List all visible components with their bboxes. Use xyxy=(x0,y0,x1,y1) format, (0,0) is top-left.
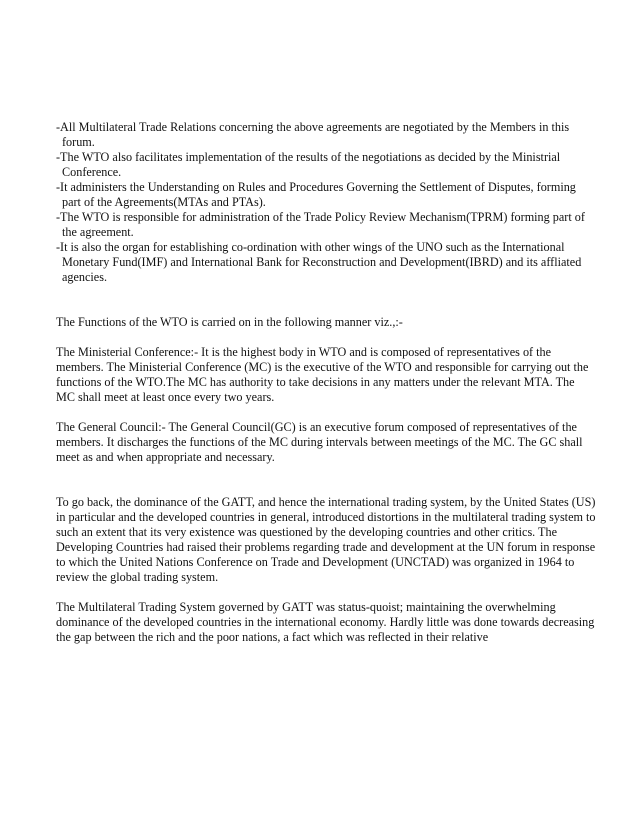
spacer xyxy=(56,330,596,345)
page-body xyxy=(56,120,596,645)
general-council-paragraph: The General Council:- The General Council(GC) is an executive forum composed of representatives of the members. It discharges the functions of the MC during intervals between meetings of the MC. The GC shall meet as and when appropriate and necessary. xyxy=(56,420,583,464)
spacer xyxy=(56,405,596,420)
bullet-uno-coordination: -It is also the organ for establishing co-ordination with other wings of the UNO such as the International Monetary Fund(IMF) and International Bank for Reconstruction and Development(IBRD) and its affliated agencies. xyxy=(56,240,582,284)
multilateral-trading-system-paragraph: The Multilateral Trading System governed by GATT was status-quoist; maintaining the overwhelming dominance of the developed countries in the international economy. Hardly little was done towards decreasing the gap between the rich and the poor nations, a fact which was reflected in their relative xyxy=(56,600,595,644)
bullet-tprm: -The WTO is responsible for administration of the Trade Policy Review Mechanism(TPRM) forming part of the agreement. xyxy=(56,210,585,239)
bullet-dispute-settlement: -It administers the Understanding on Rules and Procedures Governing the Settlement of Disputes, forming part of the Agreements(MTAs and PTAs). xyxy=(56,180,576,209)
spacer xyxy=(56,465,596,495)
bullet-negotiation-forum: -All Multilateral Trade Relations concerning the above agreements are negotiated by the Members in this forum. xyxy=(56,120,570,149)
spacer xyxy=(56,285,596,315)
ministerial-conference-paragraph: The Ministerial Conference:- It is the highest body in WTO and is composed of representatives of the members. The Ministerial Conference (MC) is the executive of the WTO and responsible for carrying out the functions of the WTO.The MC has authority to take decisions in any matters under the relevant MTA. The MC shall meet at least once every two years. xyxy=(56,345,589,404)
bullet-implementation: -The WTO also facilitates implementation of the results of the negotiations as decided by the Ministrial Conference. xyxy=(56,150,561,179)
gatt-history-paragraph: To go back, the dominance of the GATT, and hence the international trading system, by the United States (US) in particular and the developed countries in general, introduced distortions in the multilateral trading system to such an extent that its very existence was questioned by the developing countries and other critics. The Developing Countries had raised their problems regarding trade and development at the UN forum in response to which the United Nations Conference on Trade and Development (UNCTAD) was organized in 1964 to review the global trading system. xyxy=(56,495,596,584)
functions-intro: The Functions of the WTO is carried on in the following manner viz.,:- xyxy=(56,315,403,329)
spacer xyxy=(56,585,596,600)
